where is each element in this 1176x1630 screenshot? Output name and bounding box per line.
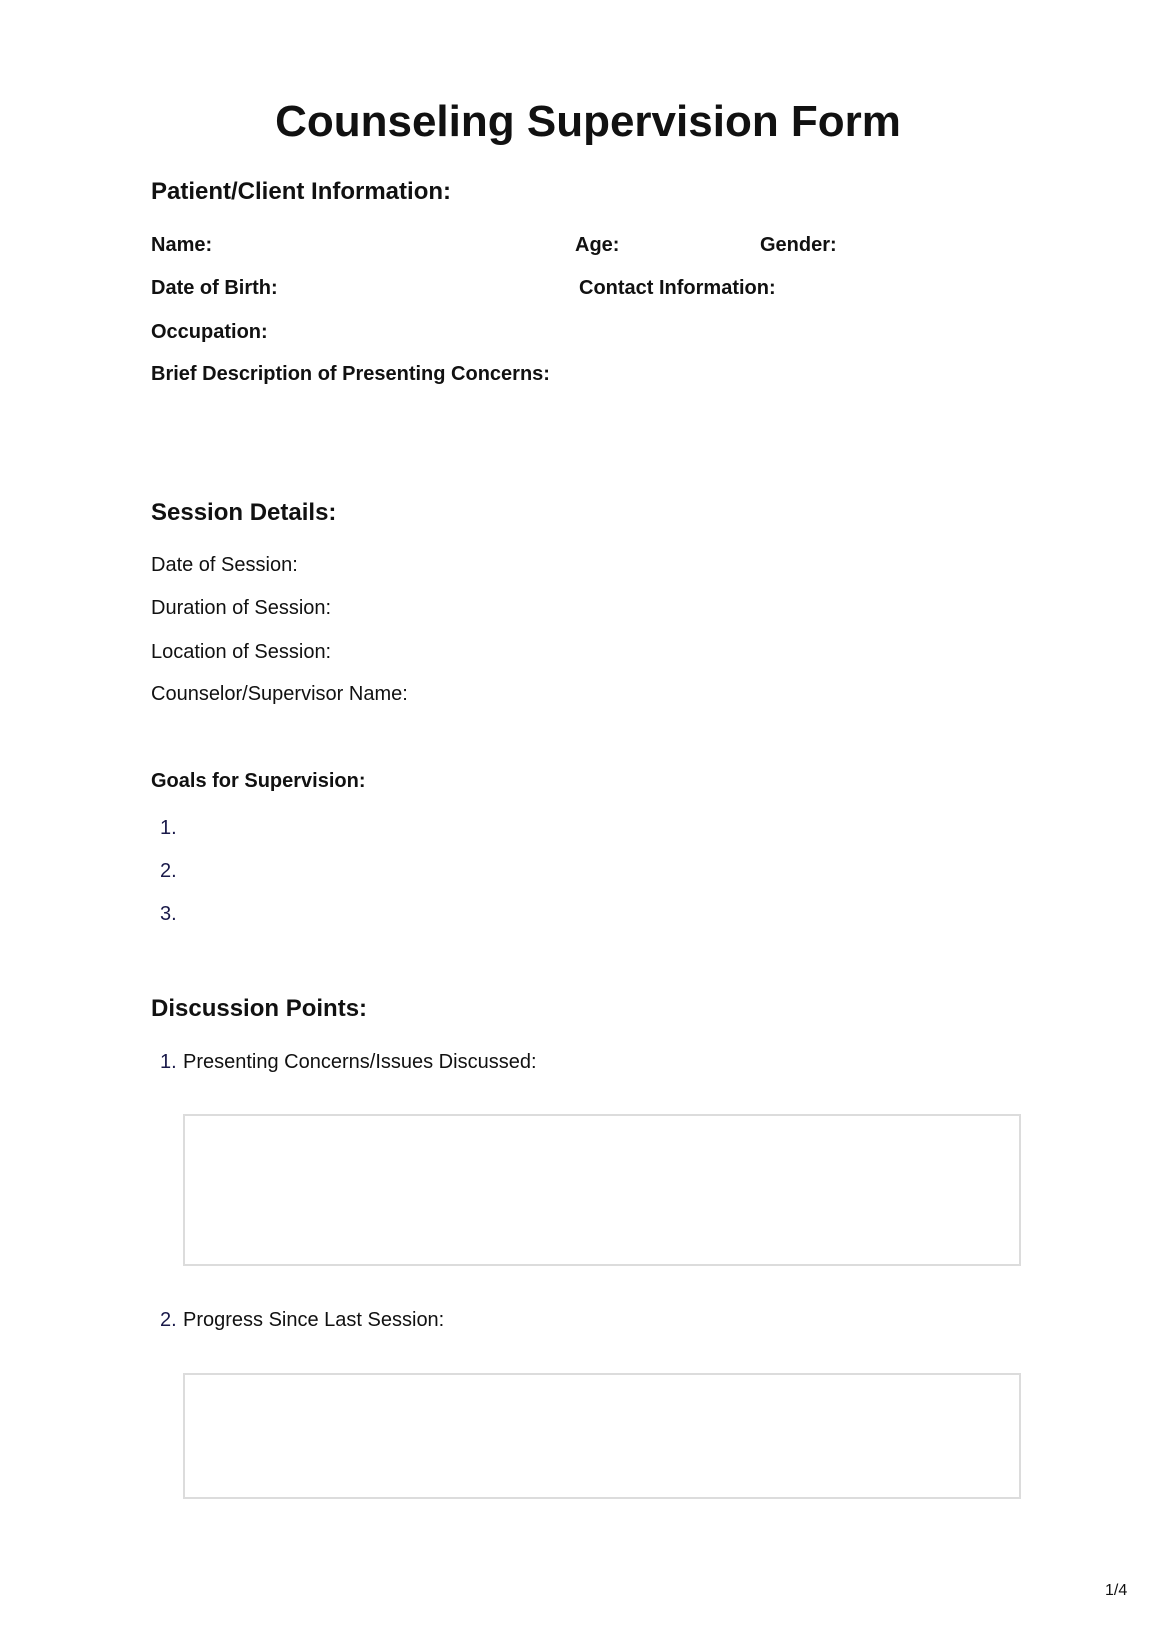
- goal-item-number: 1.: [160, 817, 177, 839]
- name-label: Name:: [151, 234, 213, 256]
- contact-info-label: Contact Information:: [579, 277, 776, 299]
- occupation-label: Occupation:: [151, 321, 268, 343]
- presenting-concerns-discussed-label: Presenting Concerns/Issues Discussed:: [183, 1051, 537, 1073]
- location-of-session-label: Location of Session:: [151, 641, 332, 663]
- goals-heading: Goals for Supervision:: [151, 770, 366, 792]
- presenting-concerns-answer-box[interactable]: [183, 1114, 1021, 1266]
- presenting-concerns-label: Brief Description of Presenting Concerns:: [151, 363, 550, 385]
- discussion-points-heading: Discussion Points:: [151, 995, 368, 1022]
- patient-info-heading: Patient/Client Information:: [151, 178, 451, 205]
- gender-label: Gender:: [760, 234, 837, 256]
- progress-since-last-session-label: Progress Since Last Session:: [183, 1309, 445, 1331]
- discussion-item-number: 1.: [160, 1051, 177, 1073]
- session-details-heading: Session Details:: [151, 499, 337, 526]
- date-of-session-label: Date of Session:: [151, 554, 298, 576]
- duration-of-session-label: Duration of Session:: [151, 597, 332, 619]
- dob-label: Date of Birth:: [151, 277, 278, 299]
- goal-item-number: 2.: [160, 860, 177, 882]
- age-label: Age:: [575, 234, 620, 256]
- discussion-item-number: 2.: [160, 1309, 177, 1331]
- progress-answer-box[interactable]: [183, 1373, 1021, 1499]
- goal-item-number: 3.: [160, 903, 177, 925]
- counselor-name-label: Counselor/Supervisor Name:: [151, 683, 408, 705]
- page-title: Counseling Supervision Form: [275, 97, 901, 146]
- page-number: 1/4: [1105, 1582, 1128, 1599]
